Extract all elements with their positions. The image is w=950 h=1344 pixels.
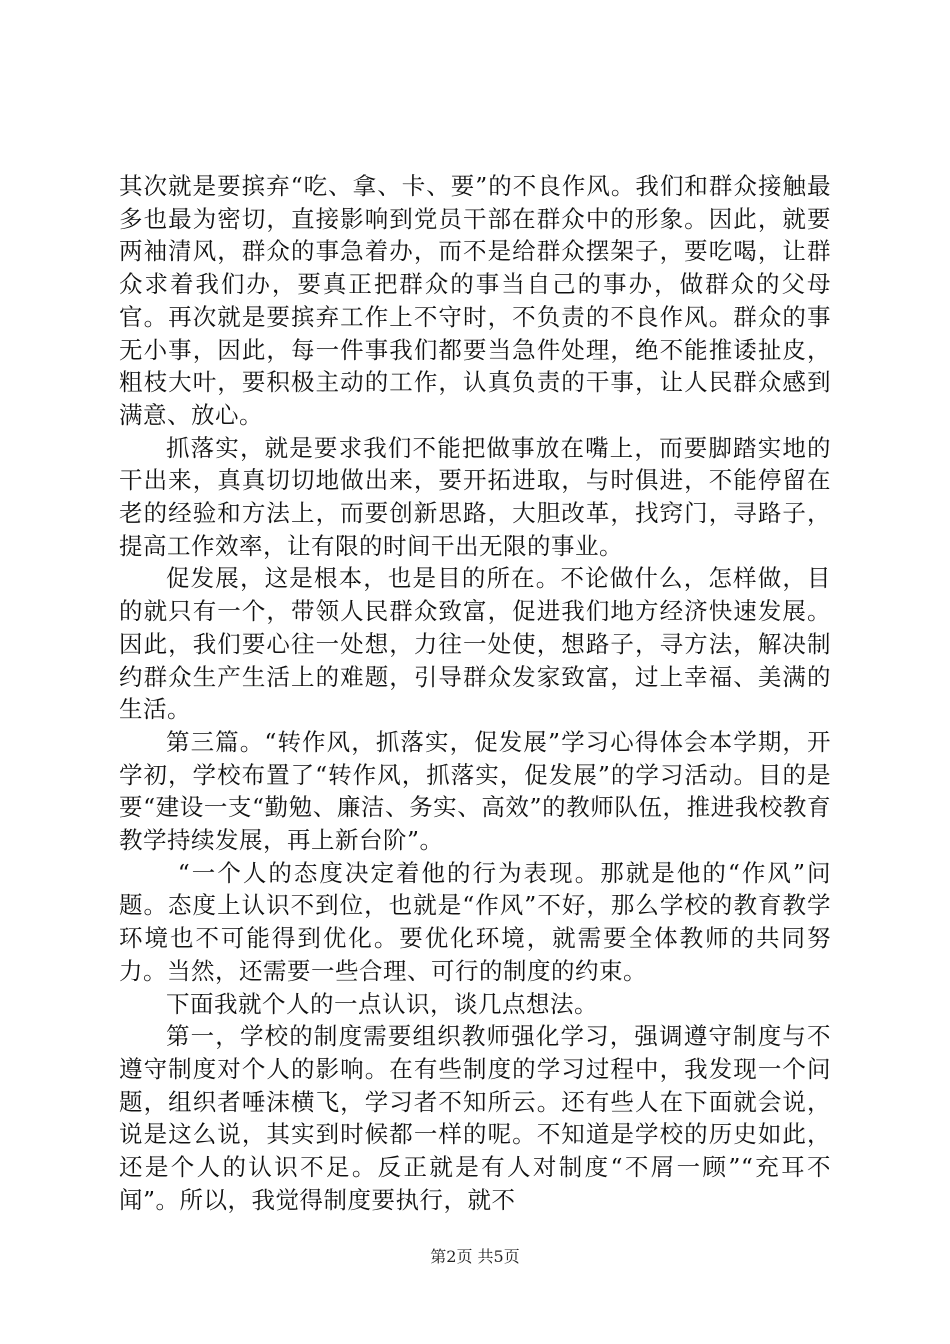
- paragraph-5: “一个人的态度决定着他的行为表现。那就是他的“作风”问题。态度上认识不到位，也就是“作风”不好，那么学校的教育教学环境也不可能得到优化。要优化环境，就需要全体教师的共同努力。当然，还需要一些合理、可行的制度的约束。: [119, 858, 831, 985]
- paragraph-7: 第一，学校的制度需要组织教师强化学习，强调遵守制度与不遵守制度对个人的影响。在有些制度的学习过程中，我发现一个问题，组织者唾沫横飞，学习者不知所云。还有些人在下面就会说，说是这么说，其实到时候都一样的呢。不知道是学校的历史如此，还是个人的认识不足。反正就是有人对制度“不屑一顾”“充耳不闻”。所以，我觉得制度要执行，就不: [119, 1022, 831, 1214]
- paragraph-2: 抓落实，就是要求我们不能把做事放在嘴上，而要脚踏实地的干出来，真真切切地做出来，要开拓进取，与时俱进，不能停留在老的经验和方法上，而要创新思路，大胆改革，找窍门，寻路子，提高工作效率，让有限的时间干出无限的事业。: [119, 433, 831, 560]
- paragraph-4: 第三篇。“转作风，抓落实，促发展”学习心得体会本学期，开学初，学校布置了“转作风，抓落实，促发展”的学习活动。目的是要“建设一支“勤勉、廉洁、务实、高效”的教师队伍，推进我校教育教学持续发展，再上新台阶”。: [119, 727, 831, 855]
- paragraph-6: 下面我就个人的一点认识，谈几点想法。: [166, 989, 598, 1018]
- page-number-label: 第2页 共5页: [430, 1247, 520, 1266]
- document-body: [119, 170, 831, 1217]
- paragraph-1: 其次就是要摈弃“吃、拿、卡、要”的不良作风。我们和群众接触最多也最为密切，直接影响到党员干部在群众中的形象。因此，就要两袖清风，群众的事急着办，而不是给群众摆架子，要吃喝，让群众求着我们办，要真正把群众的事当自己的事办，做群众的父母官。再次就是要摈弃工作上不守时，不负责的不良作风。群众的事无小事，因此，每一件事我们都要当急件处理，绝不能推诿扯皮，粗枝大叶，要积极主动的工作，认真负责的干事，让人民群众感到满意、放心。: [119, 172, 831, 429]
- paragraph-3: 促发展，这是根本，也是目的所在。不论做什么，怎样做，目的就只有一个，带领人民群众致富，促进我们地方经济快速发展。因此，我们要心往一处想，力往一处使，想路子，寻方法，解决制约群众生产生活上的难题，引导群众发家致富，过上幸福、美满的生活。: [119, 564, 831, 724]
- page-footer: [0, 1247, 950, 1267]
